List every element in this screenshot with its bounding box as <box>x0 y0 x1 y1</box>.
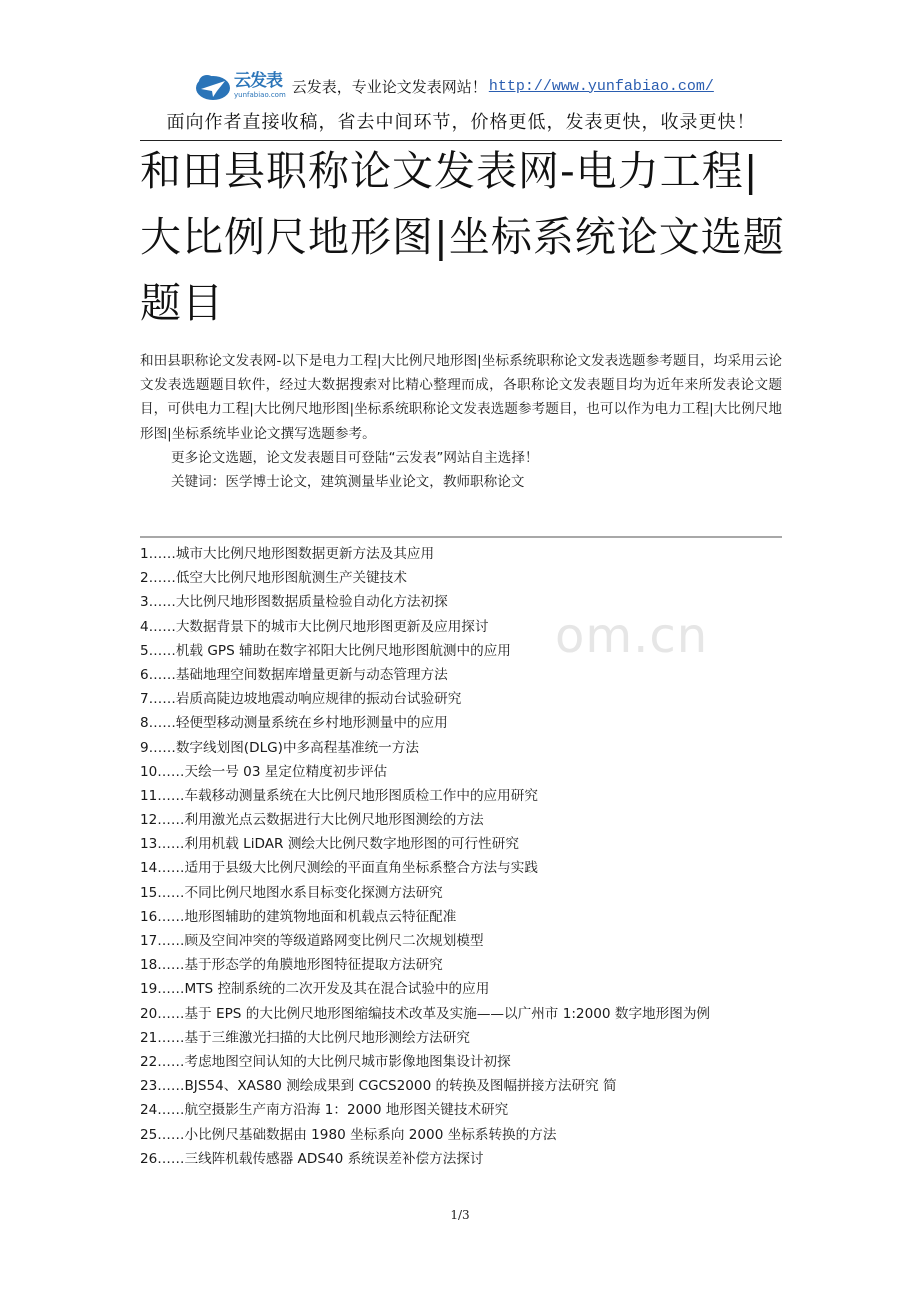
watermark: om.cn <box>555 608 709 664</box>
topic-item: 20……基于 EPS 的大比例尺地形图缩编技术改革及实施——以广州市 1:2000 数字地形图为例 <box>140 1005 711 1022</box>
topic-item: 6……基础地理空间数据库增量更新与动态管理方法 <box>140 666 448 683</box>
site-url-link[interactable]: http://www.yunfabiao.com/ <box>488 77 714 95</box>
topic-item: 4……大数据背景下的城市大比例尺地形图更新及应用探讨 <box>140 618 489 635</box>
cloud-plane-icon <box>195 71 231 101</box>
topic-item: 14……适用于县级大比例尺测绘的平面直角坐标系整合方法与实践 <box>140 860 538 877</box>
keywords-line: 关键词：医学博士论文，建筑测量毕业论文，教师职称论文 <box>171 474 525 491</box>
topic-item: 16……地形图辅助的建筑物地面和机载点云特征配准 <box>140 908 457 925</box>
topic-item: 3……大比例尺地形图数据质量检验自动化方法初探 <box>140 594 448 611</box>
topic-item: 12……利用激光点云数据进行大比例尺地形图测绘的方法 <box>140 812 484 829</box>
topic-item: 8……轻便型移动测量系统在乡村地形测量中的应用 <box>140 715 448 732</box>
topic-item: 21……基于三维激光扫描的大比例尺地形测绘方法研究 <box>140 1029 470 1046</box>
topic-item: 11……车载移动测量系统在大比例尺地形图质检工作中的应用研究 <box>140 787 538 804</box>
more-topics-note: 更多论文选题，论文发表题目可登陆“云发表”网站自主选择！ <box>171 449 539 466</box>
site-tagline: 面向作者直接收稿，省去中间环节，价格更低，发表更快，收录更快！ <box>166 112 756 133</box>
list-divider <box>140 536 782 538</box>
topic-item: 22……考虑地图空间认知的大比例尺城市影像地图集设计初探 <box>140 1053 511 1070</box>
topic-item: 19……MTS 控制系统的二次开发及其在混合试验中的应用 <box>140 981 490 998</box>
topic-item: 18……基于形态学的角膜地形图特征提取方法研究 <box>140 957 443 974</box>
topic-item: 10……天绘一号 03 星定位精度初步评估 <box>140 763 388 780</box>
intro-paragraph: 和田县职称论文发表网-以下是电力工程|大比例尺地形图|坐标系统职称论文发表选题参考题目，均采用云论文发表选题题目软件，经过大数据搜索对比精心整理而成，各职称论文发表题目均为近年来所发表论文题目，可供电力工程|大比例尺地形图|坐标系统职称论文发表选题参考题目，也可以作为电力工程|大比例尺地形图|坐标系统毕业论文撰写选题参考。 <box>140 353 782 442</box>
topic-item: 15……不同比例尺地图水系目标变化探测方法研究 <box>140 884 443 901</box>
topic-list <box>140 542 790 1171</box>
topic-item: 25……小比例尺基础数据由 1980 坐标系向 2000 坐标系转换的方法 <box>140 1126 557 1143</box>
logo-text <box>234 73 286 99</box>
topic-item: 5……机载 GPS 辅助在数字祁阳大比例尺地形图航测中的应用 <box>140 642 511 659</box>
topic-item: 13……利用机载 LiDAR 测绘大比例尺数字地形图的可行性研究 <box>140 836 519 853</box>
topic-item: 17……顾及空间冲突的等级道路网变比例尺二次规划模型 <box>140 933 484 949</box>
logo-domain: yunfabiao.com <box>234 91 286 99</box>
intro-section <box>140 349 782 494</box>
topic-item: 2……低空大比例尺地形图航测生产关键技术 <box>140 570 407 587</box>
page-title: 和田县职称论文发表网-电力工程|大比例尺地形图|坐标系统论文选题题目 <box>140 147 785 327</box>
brand-row <box>195 66 782 106</box>
topic-item: 9……数字线划图(DLG)中多高程基准统一方法 <box>140 739 419 756</box>
topic-item: 26……三线阵机载传感器 ADS40 系统误差补偿方法探讨 <box>140 1150 484 1167</box>
logo-wordmark: 云发表 <box>234 71 282 91</box>
topic-item: 24……航空摄影生产南方沿海 1：2000 地形图关键技术研究 <box>140 1102 509 1119</box>
yunfabiao-logo[interactable] <box>195 71 286 101</box>
topic-item: 1……城市大比例尺地形图数据更新方法及其应用 <box>140 546 435 562</box>
site-header <box>140 66 782 141</box>
page-number: 1/3 <box>450 1208 470 1222</box>
site-slogan: 云发表，专业论文发表网站！ <box>291 77 487 96</box>
topic-item: 7……岩质高陡边坡地震动响应规律的振动台试验研究 <box>140 691 462 708</box>
topic-item: 23……BJS54、XAS80 测绘成果到 CGCS2000 的转换及图幅拼接方法研究 简 <box>140 1078 617 1095</box>
